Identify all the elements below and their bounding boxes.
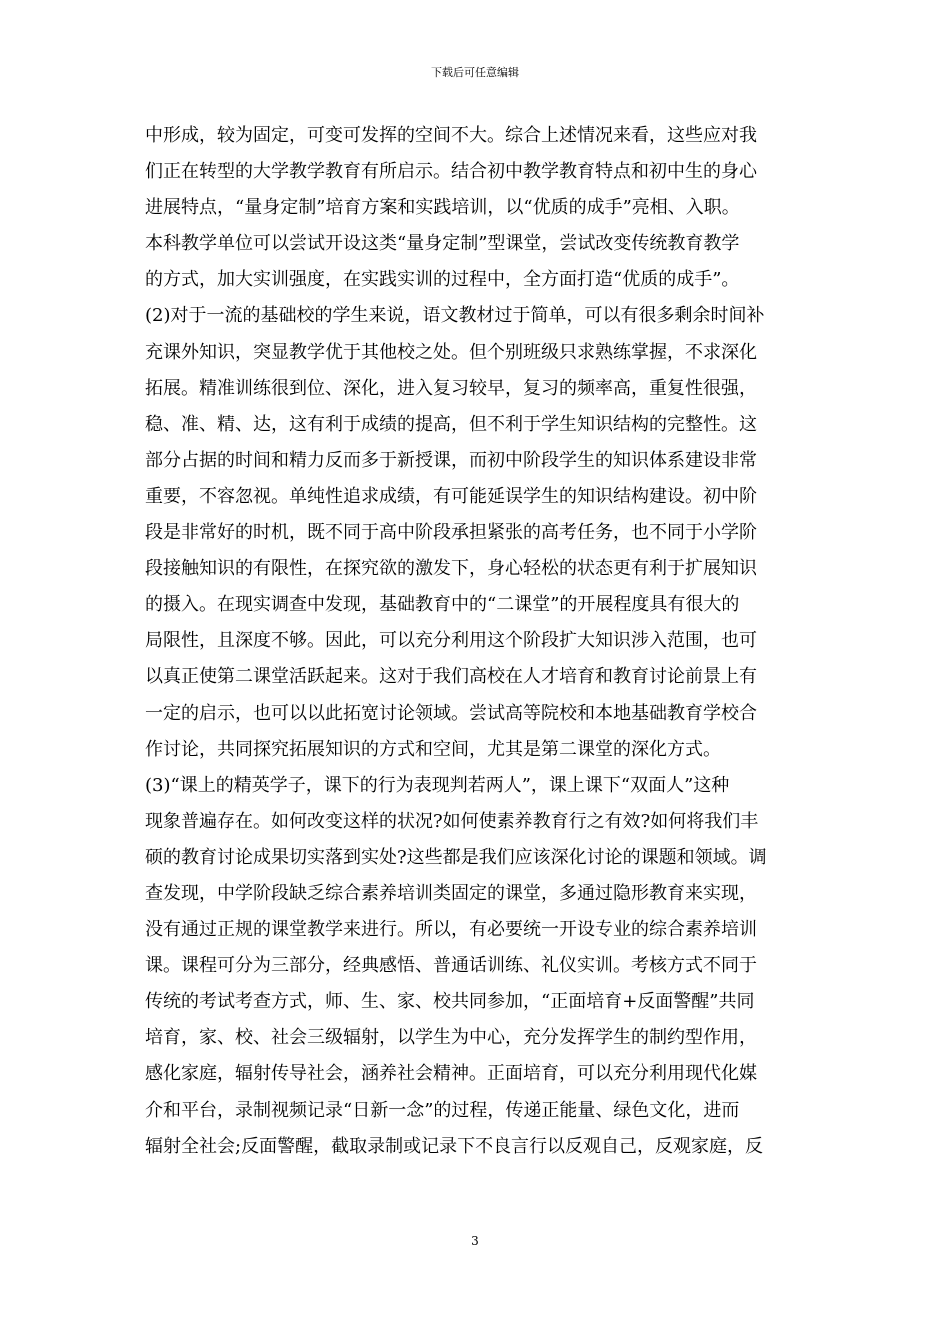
text-line: (2)对于一流的基础校的学生来说，语文教材过于简单，可以有很多剩余时间补 [145, 305, 765, 327]
text-line: 中形成，较为固定，可变可发挥的空间不大。综合上述情况来看，这些应对我 [145, 125, 757, 146]
text-line: 介和平台，录制视频记录“日新一念”的过程，传递正能量、绿色文化，进而 [145, 1099, 740, 1121]
page-header: 下载后可任意编辑 [431, 66, 519, 79]
text-line: 拓展。精准训练很到位、深化，进入复习较早，复习的频率高，重复性很强， [145, 377, 757, 399]
text-line: 查发现，中学阶段缺乏综合素养培训类固定的课堂，多通过隐形教育来实现， [145, 882, 757, 904]
text-line: 课。课程可分为三部分，经典感悟、普通话训练、礼仪实训。考核方式不同于 [145, 955, 757, 977]
text-line: 重要，不容忽视。单纯性追求成绩，有可能延误学生的知识结构建设。初中阶 [145, 485, 757, 507]
text-line: 们正在转型的大学教学教育有所启示。结合初中教学教育特点和初中生的身心 [145, 161, 757, 183]
page-number: 3 [471, 1234, 479, 1248]
text-line: 本科教学单位可以尝试开设这类“量身定制”型课堂，尝试改变传统教育教学 [145, 233, 740, 255]
text-line: 部分占据的时间和精力反而多于新授课，而初中阶段学生的知识体系建设非常 [145, 449, 757, 471]
text-line: 充课外知识，突显教学优于其他校之处。但个别班级只求熟练掌握，不求深化 [145, 341, 757, 363]
text-line: 硕的教育讨论成果切实落到实处?这些都是我们应该深化讨论的课题和领域。调 [145, 846, 767, 868]
text-line: 进展特点，“量身定制”培育方案和实践培训，以“优质的成手”亮相、入职。 [145, 197, 740, 219]
text-line: 以真正使第二课堂活跃起来。这对于我们高校在人才培育和教育讨论前景上有 [145, 666, 757, 688]
text-line: 感化家庭，辐射传导社会，涵养社会精神。正面培育，可以充分利用现代化媒 [145, 1063, 757, 1085]
text-line: 稳、准、精、达，这有利于成绩的提高，但不利于学生知识结构的完整性。这 [145, 413, 757, 435]
text-line: 一定的启示，也可以以此拓宽讨论领域。尝试高等院校和本地基础教育学校合 [145, 702, 757, 724]
text-line: 段是非常好的时机，既不同于高中阶段承担紧张的高考任务，也不同于小学阶 [145, 522, 757, 544]
text-line: 局限性，且深度不够。因此，可以充分利用这个阶段扩大知识涉入范围，也可 [145, 630, 757, 652]
text-line: 的方式，加大实训强度，在实践实训的过程中，全方面打造“优质的成手”。 [145, 269, 740, 291]
text-line: 传统的考试考查方式，师、生、家、校共同参加，“正面培育+反面警醒”共同 [145, 991, 755, 1013]
text-line: 现象普遍存在。如何改变这样的状况?如何使素养教育行之有效?如何将我们丰 [145, 810, 759, 832]
text-line: 没有通过正规的课堂教学来进行。所以，有必要统一开设专业的综合素养培训 [145, 919, 757, 941]
text-line: (3)“课上的精英学子，课下的行为表现判若两人”，课上课下“双面人”这种 [145, 774, 730, 796]
text-line: 作讨论，共同探究拓展知识的方式和空间，尤其是第二课堂的深化方式。 [145, 738, 721, 760]
text-line: 辐射全社会;反面警醒，截取录制或记录下不良言行以反观自己，反观家庭，反 [145, 1135, 764, 1157]
text-line: 段接触知识的有限性，在探究欲的激发下，身心轻松的状态更有利于扩展知识 [145, 558, 757, 580]
text-line: 培育，家、校、社会三级辐射，以学生为中心，充分发挥学生的制约型作用， [145, 1027, 757, 1049]
text-line: 的摄入。在现实调查中发现，基础教育中的“二课堂”的开展程度具有很大的 [145, 594, 740, 616]
body-text [145, 118, 815, 1165]
